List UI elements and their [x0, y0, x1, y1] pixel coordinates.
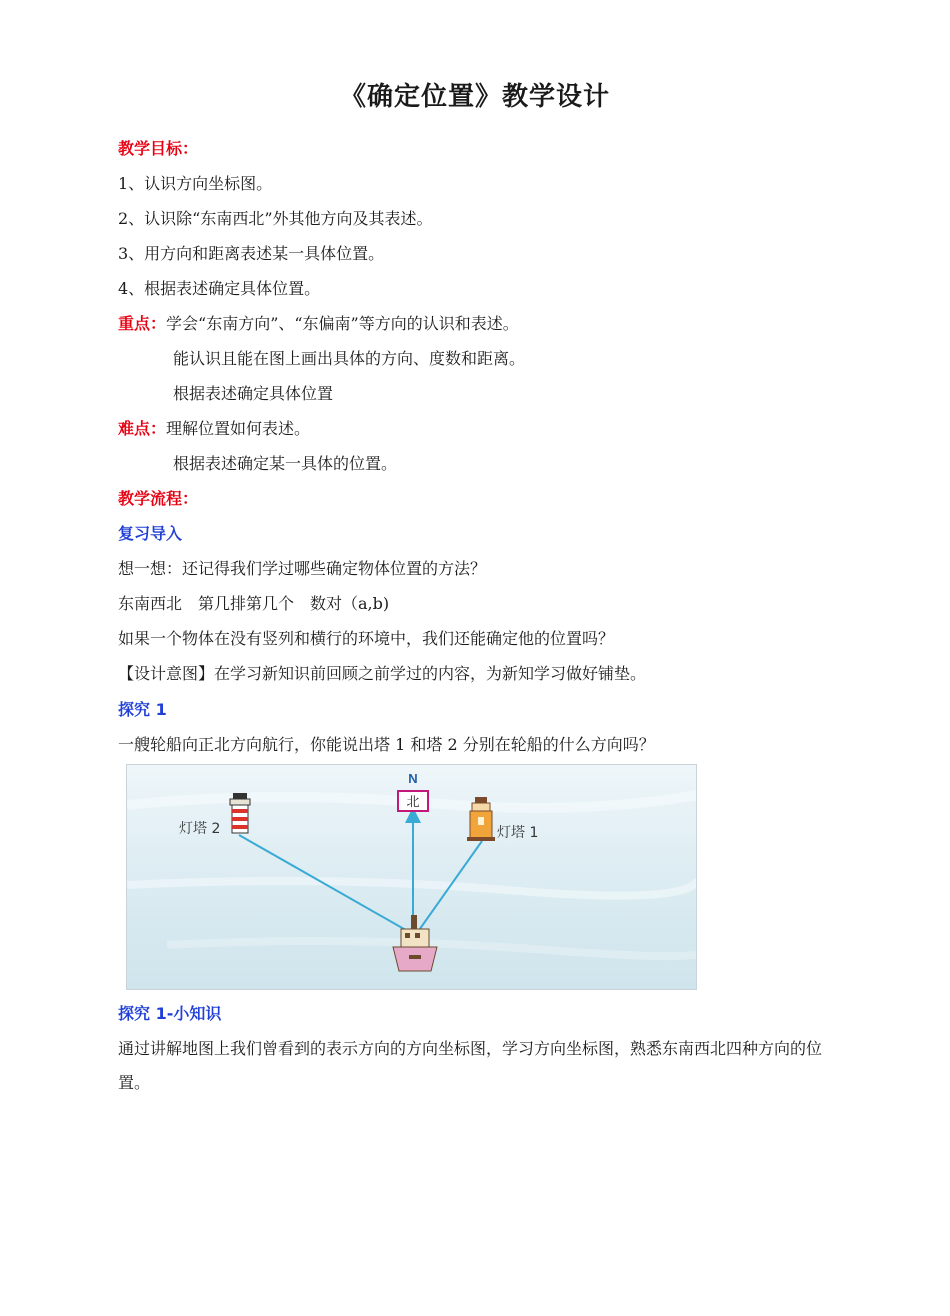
key-point-text: 能认识且能在图上画出具体的方向、度数和距离。	[173, 349, 526, 368]
tower1-label: 灯塔 1	[497, 825, 539, 841]
key-points-heading: 重点：	[118, 314, 167, 333]
explore1-tip-text: 通过讲解地图上我们曾看到的表示方向的方向坐标图，学习方向坐标图，熟悉东南西北四种方向的位置。	[118, 1039, 823, 1092]
difficulty-text: 理解位置如何表述。	[166, 419, 311, 438]
key-point-text: 根据表述确定具体位置	[173, 384, 334, 403]
lighthouse-map	[127, 765, 697, 990]
north-letter: N	[408, 771, 418, 786]
explore1-question: 一艘轮船向正北方向航行，你能说出塔 1 和塔 2 分别在轮船的什么方向吗？	[118, 735, 655, 754]
page-title: 《确定位置》教学设计	[339, 82, 610, 112]
difficulties-heading: 难点：	[118, 419, 167, 438]
review-line: 如果一个物体在没有竖列和横行的环境中，我们还能确定他的位置吗？	[118, 629, 615, 648]
goal-item: 4、根据表述确定具体位置。	[118, 279, 321, 298]
key-point-text: 学会“东南方向”、“东偏南”等方向的认识和表述。	[166, 314, 519, 333]
goal-item: 1、认识方向坐标图。	[118, 174, 273, 193]
north-box-label: 北	[406, 795, 420, 810]
design-intent-line: 【设计意图】在学习新知识前回顾之前学过的内容，为新知学习做好铺垫。	[118, 664, 647, 683]
difficulty-text: 根据表述确定某一具体的位置。	[173, 454, 398, 473]
goals-heading: 教学目标：	[118, 139, 199, 158]
review-line: 东南西北 第几排第几个 数对（a,b)	[118, 594, 390, 613]
key-points-row	[118, 314, 848, 334]
goal-item: 3、用方向和距离表述某一具体位置。	[118, 244, 385, 263]
difficulties-row	[118, 419, 848, 439]
lighthouse-figure	[126, 764, 697, 990]
review-line: 想一想：还记得我们学过哪些确定物体位置的方法？	[118, 559, 487, 578]
tower2-label: 灯塔 2	[179, 821, 221, 837]
explore1-tip-heading: 探究 1-小知识	[118, 1004, 222, 1023]
explore1-heading: 探究 1	[118, 700, 167, 719]
goal-item: 2、认识除“东南西北”外其他方向及其表述。	[118, 209, 433, 228]
lighthouse-2-icon	[230, 793, 250, 833]
process-heading: 教学流程：	[118, 489, 199, 508]
review-heading: 复习导入	[118, 524, 183, 543]
